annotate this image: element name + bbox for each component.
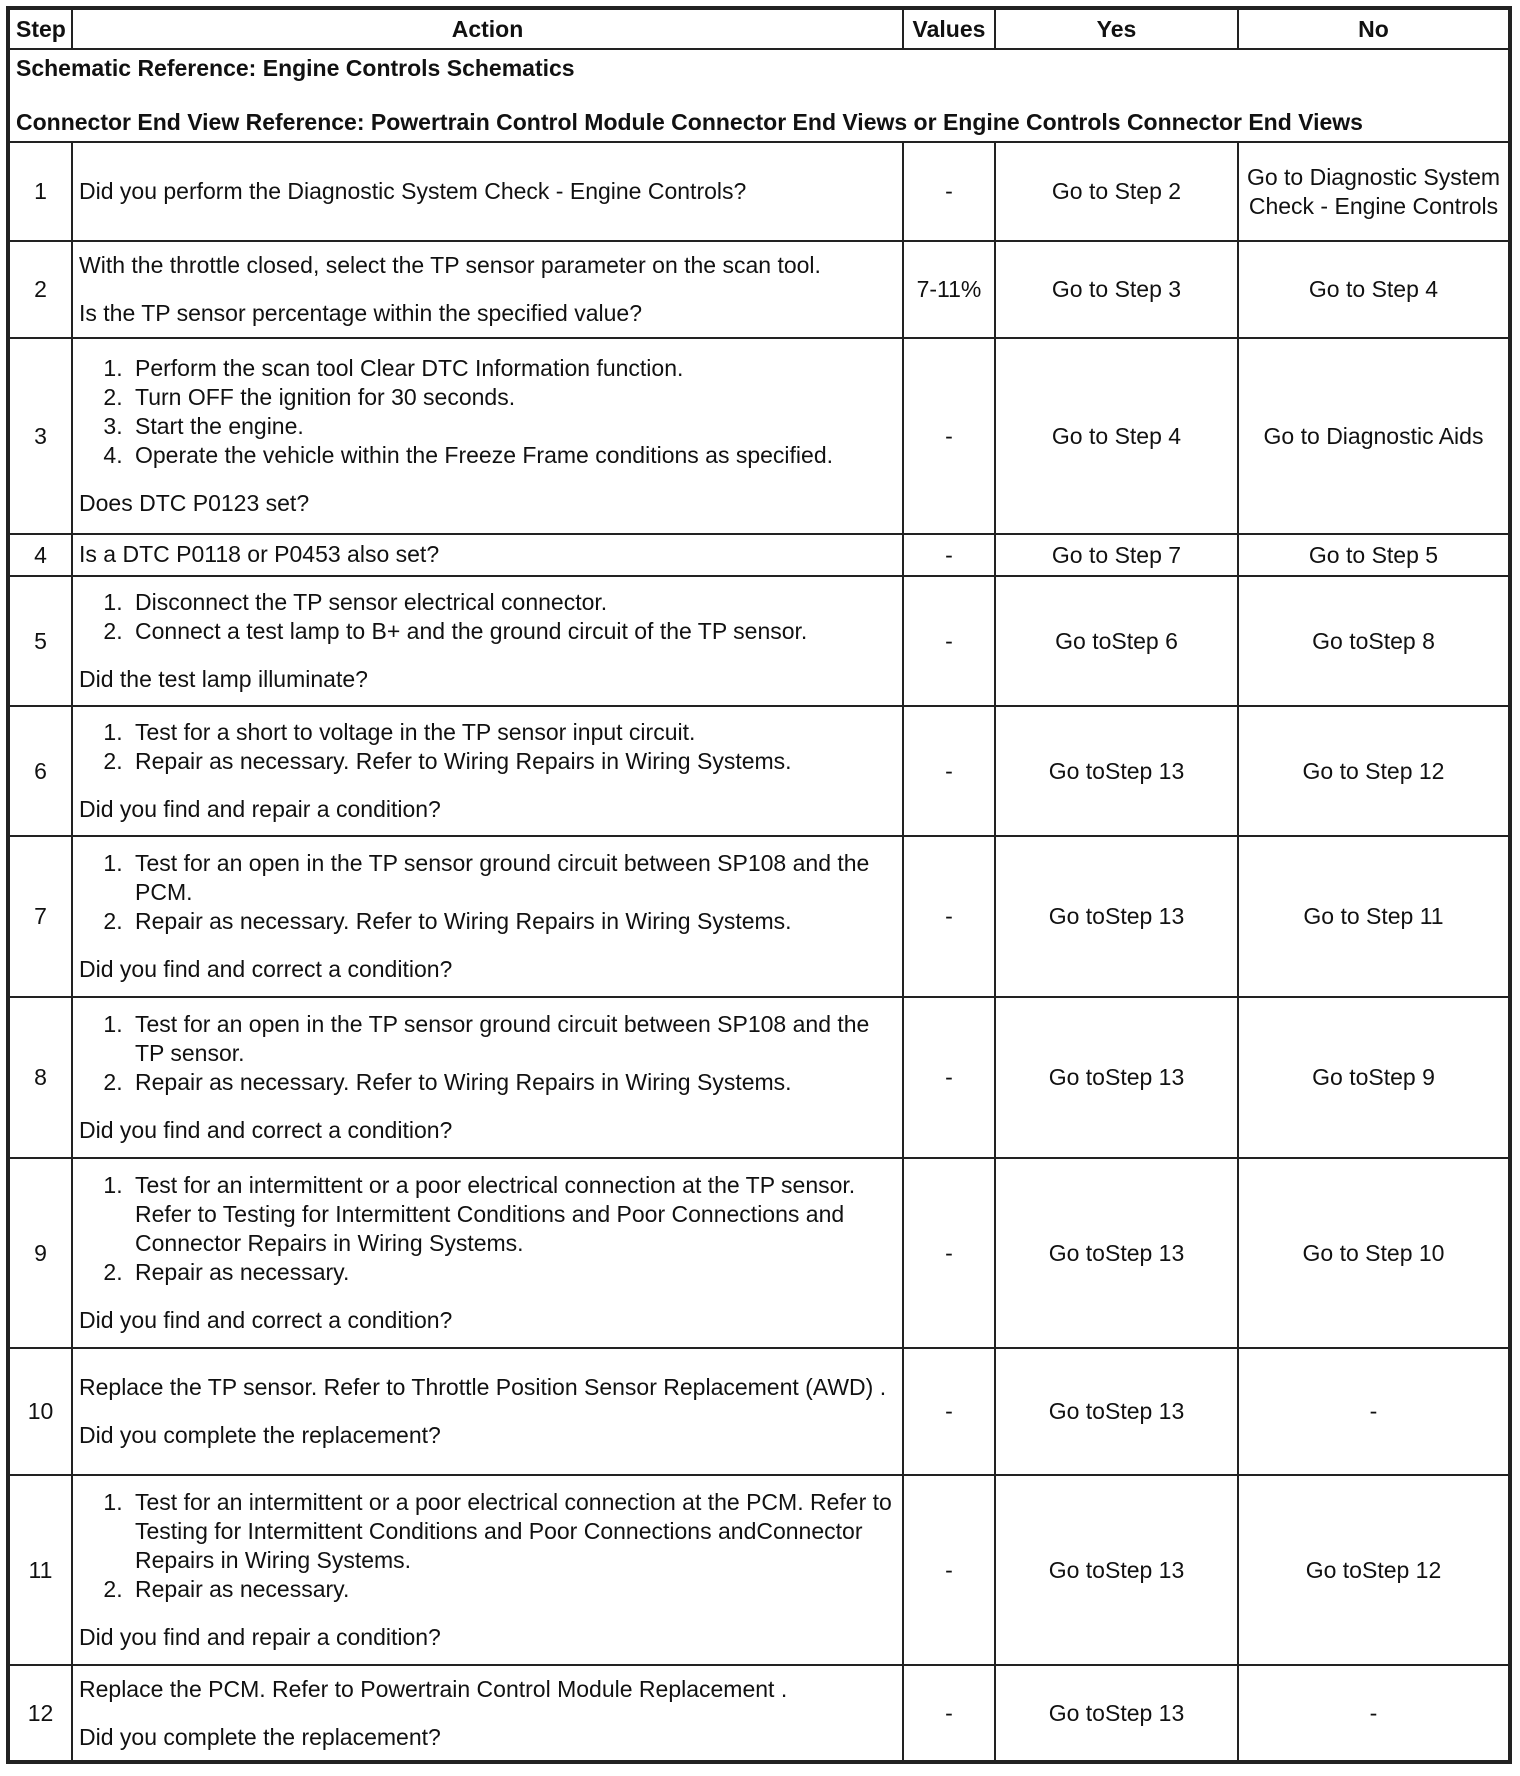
yes-cell: Go to Step 4 xyxy=(995,338,1238,534)
table-row xyxy=(8,534,1510,576)
header-yes: Yes xyxy=(995,8,1238,49)
action-cell xyxy=(72,241,903,338)
value-cell: - xyxy=(903,1665,995,1762)
reference-cell xyxy=(8,49,1510,142)
action-step-item: 1. Test for an open in the TP sensor ground circuit between SP108 and the PCM. xyxy=(129,849,896,907)
action-cell xyxy=(72,836,903,997)
yes-cell: Go toStep 13 xyxy=(995,1665,1238,1762)
yes-cell: Go to Step 7 xyxy=(995,534,1238,576)
connector-reference: Connector End View Reference: Powertrain Control Module Connector End Views or Engine Controls Connector End Views xyxy=(16,109,1363,135)
step-number: 1 xyxy=(8,142,72,241)
no-cell: Go toStep 8 xyxy=(1238,576,1510,706)
action-text: Replace the PCM. Refer to Powertrain Control Module Replacement . xyxy=(79,1675,788,1702)
table-row xyxy=(8,706,1510,836)
action-step-item: 1. Test for an intermittent or a poor electrical connection at the PCM. Refer to Testing for Intermittent Conditions and Poor Connections andConnector Repairs in Wiring Systems. xyxy=(129,1488,896,1575)
action-steps xyxy=(79,1010,896,1097)
no-cell: Go toStep 12 xyxy=(1238,1475,1510,1665)
step-number: 10 xyxy=(8,1348,72,1475)
step-number: 12 xyxy=(8,1665,72,1762)
value-cell: - xyxy=(903,706,995,836)
action-step-item: 3. Start the engine. xyxy=(129,412,896,441)
action-step-item: 2. Repair as necessary. xyxy=(129,1258,896,1287)
action-step-item: 1. Disconnect the TP sensor electrical connector. xyxy=(129,588,896,617)
action-cell xyxy=(72,338,903,534)
action-text: Replace the TP sensor. Refer to Throttle Position Sensor Replacement (AWD) . xyxy=(79,1374,887,1400)
action-step-item: 1. Test for a short to voltage in the TP sensor input circuit. xyxy=(129,718,896,747)
yes-cell: Go toStep 13 xyxy=(995,706,1238,836)
table-row xyxy=(8,241,1510,338)
action-question: Did you find and correct a condition? xyxy=(79,1117,453,1143)
no-cell: Go to Diagnostic System Check - Engine Controls xyxy=(1238,142,1510,241)
action-question: Did you find and correct a condition? xyxy=(79,1307,453,1333)
yes-cell: Go to Step 3 xyxy=(995,241,1238,338)
header-step: Step xyxy=(8,8,72,49)
reference-row xyxy=(8,49,1510,142)
action-cell xyxy=(72,997,903,1158)
action-cell xyxy=(72,1475,903,1665)
no-cell: Go to Step 4 xyxy=(1238,241,1510,338)
step-number: 3 xyxy=(8,338,72,534)
action-text: With the throttle closed, select the TP sensor parameter on the scan tool. xyxy=(79,252,821,278)
action-step-item: 2. Connect a test lamp to B+ and the ground circuit of the TP sensor. xyxy=(129,617,896,646)
action-steps xyxy=(79,354,896,470)
action-step-item: 2. Repair as necessary. xyxy=(129,1575,896,1604)
action-question: Did the test lamp illuminate? xyxy=(79,666,368,692)
table-row xyxy=(8,1475,1510,1665)
table-row xyxy=(8,1665,1510,1762)
step-number: 7 xyxy=(8,836,72,997)
table-row xyxy=(8,1158,1510,1348)
action-cell xyxy=(72,1158,903,1348)
action-question: Did you find and correct a condition? xyxy=(79,956,453,982)
table-row xyxy=(8,1348,1510,1475)
action-cell xyxy=(72,576,903,706)
action-steps xyxy=(79,849,896,936)
no-cell: - xyxy=(1238,1665,1510,1762)
no-cell: - xyxy=(1238,1348,1510,1475)
value-cell: - xyxy=(903,338,995,534)
header-values: Values xyxy=(903,8,995,49)
action-text: Did you perform the Diagnostic System Check - Engine Controls? xyxy=(79,178,747,204)
yes-cell: Go to Step 2 xyxy=(995,142,1238,241)
action-steps xyxy=(79,1171,896,1287)
action-step-item: 1. Perform the scan tool Clear DTC Information function. xyxy=(129,354,896,383)
action-step-item: 4. Operate the vehicle within the Freeze Frame conditions as specified. xyxy=(129,441,896,470)
action-question: Did you find and repair a condition? xyxy=(79,796,441,822)
header-no: No xyxy=(1238,8,1510,49)
yes-cell: Go toStep 13 xyxy=(995,1158,1238,1348)
action-text: Is a DTC P0118 or P0453 also set? xyxy=(79,541,440,567)
value-cell: - xyxy=(903,534,995,576)
table-row xyxy=(8,997,1510,1158)
schematic-reference: Schematic Reference: Engine Controls Schematics xyxy=(16,55,575,81)
action-question: Did you complete the replacement? xyxy=(79,1422,441,1448)
step-number: 5 xyxy=(8,576,72,706)
header-action: Action xyxy=(72,8,903,49)
action-cell xyxy=(72,1665,903,1762)
table-row xyxy=(8,338,1510,534)
header-row xyxy=(8,8,1510,49)
action-question: Does DTC P0123 set? xyxy=(79,490,310,516)
value-cell: - xyxy=(903,576,995,706)
step-number: 9 xyxy=(8,1158,72,1348)
action-cell xyxy=(72,534,903,576)
action-step-item: 1. Test for an open in the TP sensor ground circuit between SP108 and the TP sensor. xyxy=(129,1010,896,1068)
step-number: 8 xyxy=(8,997,72,1158)
action-step-item: 2. Repair as necessary. Refer to Wiring Repairs in Wiring Systems. xyxy=(129,1068,896,1097)
action-cell xyxy=(72,1348,903,1475)
action-steps xyxy=(79,1488,896,1604)
value-cell: 7-11% xyxy=(903,241,995,338)
diagnostic-table xyxy=(6,6,1512,1764)
no-cell: Go toStep 9 xyxy=(1238,997,1510,1158)
action-question: Did you find and repair a condition? xyxy=(79,1624,441,1650)
action-step-item: 1. Test for an intermittent or a poor electrical connection at the TP sensor. Refer to Testing for Intermittent Conditions and Poor Connections and Connector Repairs in Wiring Systems. xyxy=(129,1171,896,1258)
value-cell: - xyxy=(903,1348,995,1475)
no-cell: Go to Step 5 xyxy=(1238,534,1510,576)
action-question: Did you complete the replacement? xyxy=(79,1723,441,1750)
yes-cell: Go toStep 6 xyxy=(995,576,1238,706)
no-cell: Go to Step 10 xyxy=(1238,1158,1510,1348)
action-cell xyxy=(72,142,903,241)
value-cell: - xyxy=(903,836,995,997)
step-number: 2 xyxy=(8,241,72,338)
yes-cell: Go toStep 13 xyxy=(995,1475,1238,1665)
step-number: 6 xyxy=(8,706,72,836)
value-cell: - xyxy=(903,1158,995,1348)
yes-cell: Go toStep 13 xyxy=(995,836,1238,997)
no-cell: Go to Diagnostic Aids xyxy=(1238,338,1510,534)
step-number: 4 xyxy=(8,534,72,576)
action-cell xyxy=(72,706,903,836)
value-cell: - xyxy=(903,1475,995,1665)
value-cell: - xyxy=(903,997,995,1158)
no-cell: Go to Step 12 xyxy=(1238,706,1510,836)
value-cell: - xyxy=(903,142,995,241)
no-cell: Go to Step 11 xyxy=(1238,836,1510,997)
action-step-item: 2. Repair as necessary. Refer to Wiring Repairs in Wiring Systems. xyxy=(129,907,896,936)
action-steps xyxy=(79,718,896,776)
yes-cell: Go toStep 13 xyxy=(995,997,1238,1158)
action-step-item: 2. Repair as necessary. Refer to Wiring Repairs in Wiring Systems. xyxy=(129,747,896,776)
table-row xyxy=(8,576,1510,706)
table-row xyxy=(8,142,1510,241)
table-row xyxy=(8,836,1510,997)
yes-cell: Go toStep 13 xyxy=(995,1348,1238,1475)
action-steps xyxy=(79,588,896,646)
action-question: Is the TP sensor percentage within the specified value? xyxy=(79,300,642,326)
step-number: 11 xyxy=(8,1475,72,1665)
action-step-item: 2. Turn OFF the ignition for 30 seconds. xyxy=(129,383,896,412)
